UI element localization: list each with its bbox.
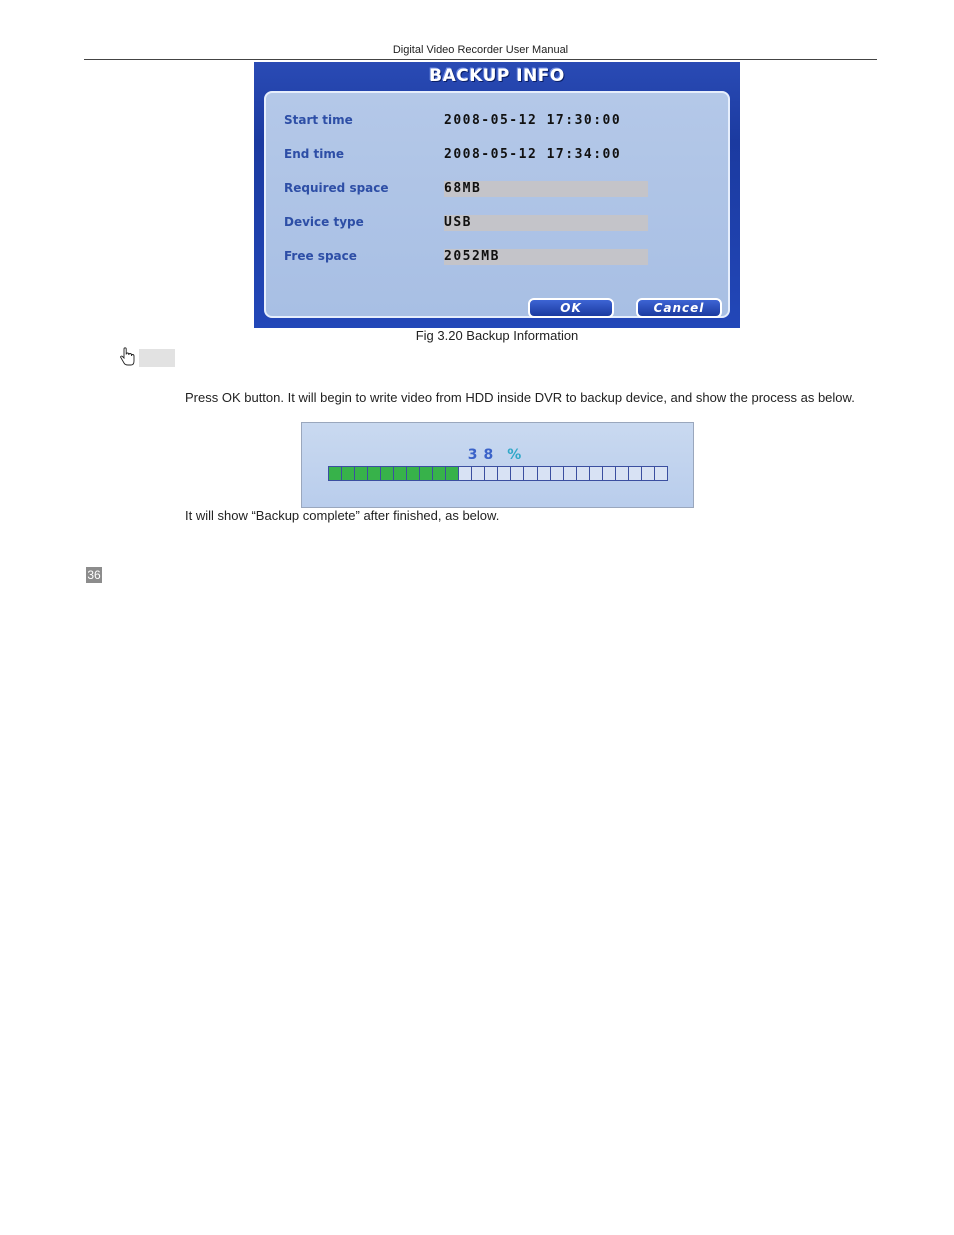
device-type-value: USB (444, 215, 648, 231)
progress-segment-filled (446, 467, 459, 480)
progress-percent-text (302, 447, 693, 463)
dialog-title: BACKUP INFO (429, 66, 565, 86)
progress-value: 38 (467, 447, 500, 463)
progress-segment-filled (407, 467, 420, 480)
progress-segment-empty (538, 467, 551, 480)
required-space-label: Required space (284, 181, 389, 195)
progress-segment-empty (577, 467, 590, 480)
progress-segment-empty (616, 467, 629, 480)
start-time-label: Start time (284, 113, 353, 127)
progress-segment-empty (485, 467, 498, 480)
note-label-box (139, 349, 175, 367)
free-space-label: Free space (284, 249, 357, 263)
progress-segment-empty (459, 467, 472, 480)
row-required-space (284, 181, 724, 197)
progress-segment-filled (433, 467, 446, 480)
free-space-value: 2052MB (444, 249, 648, 265)
progress-segment-filled (394, 467, 407, 480)
row-device-type (284, 215, 724, 231)
progress-segment-empty (642, 467, 655, 480)
progress-segment-filled (329, 467, 342, 480)
start-time-value[interactable]: 2008-05-12 17:30:00 (444, 113, 622, 128)
figure-caption: Fig 3.20 Backup Information (415, 328, 579, 343)
progress-segment-empty (498, 467, 511, 480)
backup-info-dialog (254, 62, 740, 328)
progress-segment-filled (342, 467, 355, 480)
row-end-time (284, 147, 724, 163)
progress-segment-filled (355, 467, 368, 480)
progress-bar (328, 466, 668, 481)
pointing-hand-icon (118, 347, 136, 367)
progress-segment-empty (590, 467, 603, 480)
progress-segment-empty (629, 467, 642, 480)
row-free-space (284, 249, 724, 265)
progress-segment-empty (524, 467, 537, 480)
progress-segment-empty (564, 467, 577, 480)
cancel-button[interactable]: Cancel (636, 298, 722, 318)
header-rule (84, 59, 877, 60)
progress-segment-empty (603, 467, 616, 480)
running-header: Digital Video Recorder User Manual (392, 44, 569, 56)
progress-segment-empty (551, 467, 564, 480)
progress-segment-filled (381, 467, 394, 480)
progress-segment-filled (368, 467, 381, 480)
required-space-value: 68MB (444, 181, 648, 197)
completion-note: It will show “Backup complete” after finished, as below. (185, 508, 500, 523)
dialog-panel (264, 91, 730, 318)
progress-segment-empty (511, 467, 524, 480)
progress-segment-filled (420, 467, 433, 480)
backup-progress-panel (301, 422, 694, 508)
end-time-label: End time (284, 147, 344, 161)
device-type-label: Device type (284, 215, 364, 229)
end-time-value[interactable]: 2008-05-12 17:34:00 (444, 147, 622, 162)
instruction-paragraph: Press OK button. It will begin to write video from HDD inside DVR to backup device, and show the process as below. (185, 390, 855, 405)
progress-segment-empty (655, 467, 667, 480)
row-start-time (284, 113, 724, 129)
progress-unit: % (507, 447, 528, 463)
ok-button[interactable]: OK (528, 298, 614, 318)
progress-segment-empty (472, 467, 485, 480)
page-number: 36 (87, 568, 101, 582)
